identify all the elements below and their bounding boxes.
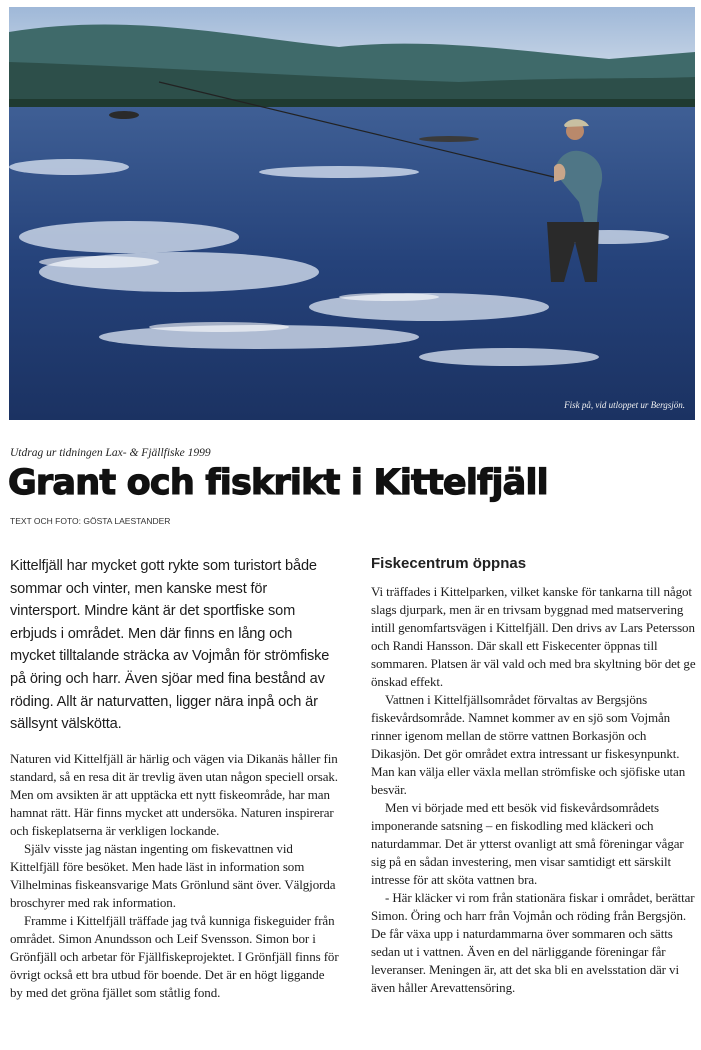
fly-fishing-scene-image bbox=[9, 7, 695, 420]
article-headline: Grant och fiskrikt i Kittelfjäll bbox=[8, 463, 548, 503]
photo-caption: Fisk på, vid utloppet ur Bergsjön. bbox=[564, 400, 685, 410]
hero-photo bbox=[9, 7, 695, 420]
lead-paragraph: Kittelfjäll har mycket gott rykte som turistort både sommar och vinter, men kanske mest för vintersport. Mindre känt är det sportfiske som erbjuds i området. Men där finns en lång och mycket tilltalande sträcka av Vojmån för strömfiske på öring och harr. Även sjöar med fina bestånd av röding. Allt är naturvatten, ligger nära inpå och är sällsynt välskötta. bbox=[10, 558, 330, 733]
right-column bbox=[371, 555, 696, 997]
section-subheading: Fiskecentrum öppnas bbox=[371, 555, 527, 572]
body-paragraph: - Här kläcker vi rom från stationära fiskar i området, berättar Simon. Öring och harr från Vojmån och röding från Bergsjön. De får växa upp i naturdammarna över sommaren och sätts sedan ut i vattnen. Även en del närliggande föreningar får leveranser. Meningen är, att det ska bli en avelsstation där vi även håller Arevattensöring. bbox=[371, 890, 695, 995]
body-paragraph: Vi träffades i Kittelparken, vilket kanske för tankarna till något slags djurpark, men är en trivsam byggnad med matservering intill genomfartsvägen i Kittelfjäll. Den drivs av Lars Petersson och Randi Hansson. Där skall ett Fiskecenter öppnas till sommaren. Platsen är väl vald och med bra skyltning bör det ge önskad effekt. bbox=[371, 584, 696, 689]
source-line: Utdrag ur tidningen Lax- & Fjällfiske 1999 bbox=[10, 447, 211, 459]
body-paragraph: Vattnen i Kittelfjällsområdet förvaltas av Bergsjöns fiskevårdsområde. Namnet kommer av en sjö som Vojmån rinner igenom mellan de större vattnen Borkasjön och Dikasjön. Det gör området extra intressant ur fiskesynpunkt. Man kan välja eller växla mellan strömfiske och sjöfiske utan besvär. bbox=[371, 692, 686, 797]
body-paragraph: Själv visste jag nästan ingenting om fiskevattnen vid Kittelfjäll före besöket. Men hade läst in information som Vilhelminas fiskeansvarige Mats Grönlund sänt över. Välgjorda broschyrer med rak information. bbox=[10, 840, 336, 910]
left-column bbox=[10, 555, 340, 1002]
byline: TEXT OCH FOTO: GÖSTA LAESTANDER bbox=[10, 516, 171, 526]
body-paragraph: Naturen vid Kittelfjäll är härlig och vägen via Dikanäs håller fin standard, så en resa dit är trevlig även utan någon speciell orsak. Men om avsikten är att upptäcka ett nytt fiskeområde, har man hamnat rätt. Här finns mycket att undersöka. Naturen inspirerar och fiskeplatserna är verkligen lockande. bbox=[10, 750, 338, 838]
body-paragraph: Framme i Kittelfjäll träffade jag två kunniga fiskeguider från området. Simon Anundsson och Leif Svensson. Simon bor i Grönfjäll och arbetar för Fjällfiskeprojektet. I Grönfjäll finns för övrigt också ett bra utbud för boende. Det är en högt liggande by med det gröna fjället som ståtlig fond. bbox=[10, 912, 339, 1000]
body-paragraph: Men vi började med ett besök vid fiskevårdsområdets imponerande satsning – en fiskodling med kläckeri och naturdammar. Det är ytterst ovanligt att små föreningar vågar sig på en sådan investering, men visar samtidigt ett särskilt intresse för att sköta vattnen bra. bbox=[371, 800, 684, 887]
